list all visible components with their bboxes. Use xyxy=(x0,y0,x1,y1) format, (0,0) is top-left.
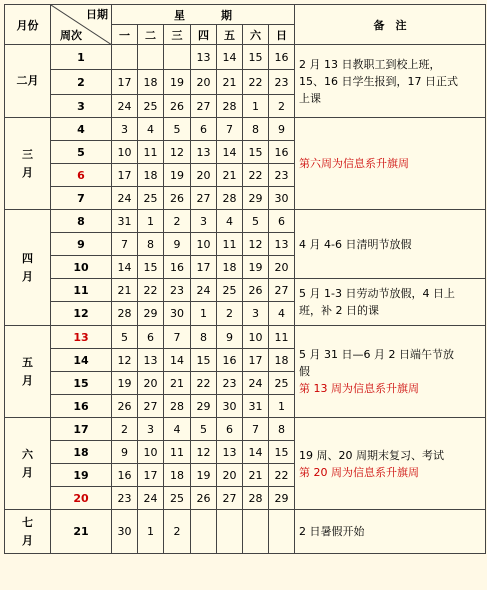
day-cell: 22 xyxy=(243,164,269,187)
day-cell: 17 xyxy=(112,70,138,95)
day-cell: 23 xyxy=(269,164,295,187)
week-number: 1 xyxy=(51,45,112,70)
day-cell: 15 xyxy=(243,45,269,70)
day-cell: 27 xyxy=(217,487,243,510)
day-cell: 23 xyxy=(112,487,138,510)
day-cell: 19 xyxy=(112,372,138,395)
day-cell: 7 xyxy=(243,418,269,441)
month-label: 月 xyxy=(22,269,33,283)
week-number: 4 xyxy=(51,118,112,141)
day-cell xyxy=(112,45,138,70)
day-cell: 8 xyxy=(138,233,164,256)
day-cell: 19 xyxy=(243,256,269,279)
month-label: 五 xyxy=(22,355,33,369)
week-number: 11 xyxy=(51,279,112,302)
day-cell: 1 xyxy=(138,210,164,233)
month-cell-jun xyxy=(5,418,51,510)
week-number: 19 xyxy=(51,464,112,487)
day-cell: 14 xyxy=(243,441,269,464)
day-cell: 17 xyxy=(112,164,138,187)
day-cell: 11 xyxy=(217,233,243,256)
day-cell: 21 xyxy=(112,279,138,302)
month-label: 月 xyxy=(22,533,33,547)
day-cell: 24 xyxy=(112,187,138,210)
school-calendar-table xyxy=(4,4,486,554)
day-cell: 23 xyxy=(269,70,295,95)
day-cell: 4 xyxy=(164,418,191,441)
note-cell xyxy=(295,210,486,279)
note-cell xyxy=(295,279,486,326)
day-cell: 25 xyxy=(164,487,191,510)
week-row xyxy=(5,279,486,302)
day-cell: 21 xyxy=(243,464,269,487)
day-cell: 20 xyxy=(191,70,217,95)
week-row xyxy=(5,418,486,441)
day-cell: 25 xyxy=(269,372,295,395)
note-text: 4 月 4-6 日清明节放假 xyxy=(299,237,412,251)
day-cell: 24 xyxy=(191,279,217,302)
week-row xyxy=(5,510,486,554)
day-cell: 4 xyxy=(217,210,243,233)
month-cell-apr xyxy=(5,210,51,326)
day-cell: 22 xyxy=(243,70,269,95)
day-cell: 26 xyxy=(164,187,191,210)
day-cell: 9 xyxy=(112,441,138,464)
day-cell xyxy=(269,510,295,554)
day-cell: 30 xyxy=(112,510,138,554)
day-cell xyxy=(217,510,243,554)
day-cell: 23 xyxy=(164,279,191,302)
day-cell: 21 xyxy=(217,164,243,187)
day-cell: 3 xyxy=(191,210,217,233)
day-cell: 24 xyxy=(112,95,138,118)
date-label: 日期 xyxy=(86,8,108,21)
day-cell: 30 xyxy=(217,395,243,418)
day-cell: 1 xyxy=(191,302,217,326)
weekday-header-1: 一 xyxy=(112,25,138,45)
week-number: 14 xyxy=(51,349,112,372)
day-cell xyxy=(138,45,164,70)
day-cell: 9 xyxy=(164,233,191,256)
month-label: 月 xyxy=(22,165,33,179)
day-cell: 2 xyxy=(164,210,191,233)
day-cell: 14 xyxy=(217,141,243,164)
day-cell: 29 xyxy=(191,395,217,418)
day-cell: 7 xyxy=(164,326,191,349)
day-cell: 18 xyxy=(138,70,164,95)
day-cell: 18 xyxy=(138,164,164,187)
day-cell: 16 xyxy=(164,256,191,279)
weekday-header-3: 三 xyxy=(164,25,191,45)
day-cell: 11 xyxy=(269,326,295,349)
day-cell: 3 xyxy=(112,118,138,141)
day-cell: 30 xyxy=(164,302,191,326)
week-number: 18 xyxy=(51,441,112,464)
day-cell: 29 xyxy=(138,302,164,326)
day-cell: 18 xyxy=(269,349,295,372)
day-cell: 6 xyxy=(191,118,217,141)
day-cell: 20 xyxy=(138,372,164,395)
day-cell: 26 xyxy=(243,279,269,302)
day-cell xyxy=(164,45,191,70)
day-cell: 14 xyxy=(164,349,191,372)
day-cell: 28 xyxy=(243,487,269,510)
day-cell: 18 xyxy=(217,256,243,279)
day-cell: 8 xyxy=(191,326,217,349)
day-cell: 14 xyxy=(217,45,243,70)
day-cell: 28 xyxy=(164,395,191,418)
weekday-header-4: 四 xyxy=(191,25,217,45)
day-cell: 7 xyxy=(112,233,138,256)
note-text: 第 13 周为信息系升旗周 xyxy=(299,382,420,395)
month-label: 四 xyxy=(22,251,33,265)
week-number: 2 xyxy=(51,70,112,95)
day-cell: 27 xyxy=(191,187,217,210)
day-cell: 2 xyxy=(217,302,243,326)
note-cell xyxy=(295,510,486,554)
day-cell: 26 xyxy=(164,95,191,118)
month-label: 月 xyxy=(22,465,33,479)
date-week-diagonal-header xyxy=(51,5,112,45)
day-cell: 13 xyxy=(217,441,243,464)
week-number-label: 周次 xyxy=(60,29,82,42)
note-cell xyxy=(295,118,486,210)
month-label: 七 xyxy=(22,515,33,529)
day-cell: 19 xyxy=(164,70,191,95)
day-cell: 10 xyxy=(243,326,269,349)
day-cell: 27 xyxy=(138,395,164,418)
day-cell: 8 xyxy=(269,418,295,441)
day-cell: 8 xyxy=(243,118,269,141)
week-number: 5 xyxy=(51,141,112,164)
day-cell: 27 xyxy=(269,279,295,302)
week-number: 7 xyxy=(51,187,112,210)
day-cell: 22 xyxy=(138,279,164,302)
day-cell: 30 xyxy=(269,187,295,210)
note-text: 2 月 13 日教职工到校上班， xyxy=(299,57,441,71)
day-cell: 18 xyxy=(164,464,191,487)
day-cell: 1 xyxy=(243,95,269,118)
weekday-header-6: 六 xyxy=(243,25,269,45)
week-row xyxy=(5,118,486,141)
note-text: 15、16 日学生报到，17 日正式 xyxy=(299,74,459,88)
note-text: 第六周为信息系升旗周 xyxy=(299,157,410,170)
day-cell: 22 xyxy=(269,464,295,487)
day-cell: 16 xyxy=(269,141,295,164)
note-text: 上课 xyxy=(299,91,322,105)
week-number: 21 xyxy=(51,510,112,554)
weekday-header-2: 二 xyxy=(138,25,164,45)
day-cell: 28 xyxy=(217,187,243,210)
day-cell: 16 xyxy=(112,464,138,487)
week-row xyxy=(5,210,486,233)
note-text: 班，补 2 日的课 xyxy=(299,304,380,317)
day-cell: 6 xyxy=(269,210,295,233)
day-cell: 29 xyxy=(243,187,269,210)
day-cell xyxy=(191,510,217,554)
day-cell: 24 xyxy=(243,372,269,395)
day-cell: 4 xyxy=(138,118,164,141)
day-cell: 2 xyxy=(164,510,191,554)
day-cell: 16 xyxy=(269,45,295,70)
day-cell: 12 xyxy=(243,233,269,256)
day-cell: 12 xyxy=(191,441,217,464)
day-cell: 12 xyxy=(164,141,191,164)
note-text: 5 月 1-3 日劳动节放假，4 日上 xyxy=(299,287,455,300)
week-number: 13 xyxy=(51,326,112,349)
day-cell: 3 xyxy=(243,302,269,326)
month-column-header: 月份 xyxy=(5,5,51,45)
month-cell-may xyxy=(5,326,51,418)
day-cell: 14 xyxy=(112,256,138,279)
day-cell: 5 xyxy=(243,210,269,233)
day-cell: 19 xyxy=(164,164,191,187)
note-text: 19 周、20 周期末复习、考试 xyxy=(299,448,445,462)
month-cell-jul xyxy=(5,510,51,554)
day-cell: 13 xyxy=(269,233,295,256)
day-cell: 2 xyxy=(112,418,138,441)
day-cell: 2 xyxy=(269,95,295,118)
day-cell: 6 xyxy=(217,418,243,441)
month-label: 二月 xyxy=(16,74,39,87)
day-cell: 25 xyxy=(217,279,243,302)
day-cell: 11 xyxy=(164,441,191,464)
week-number: 10 xyxy=(51,256,112,279)
day-cell: 9 xyxy=(269,118,295,141)
week-number: 17 xyxy=(51,418,112,441)
day-cell: 5 xyxy=(191,418,217,441)
week-number: 6 xyxy=(51,164,112,187)
day-cell: 10 xyxy=(191,233,217,256)
day-cell: 25 xyxy=(138,187,164,210)
day-cell: 28 xyxy=(112,302,138,326)
day-cell: 25 xyxy=(138,95,164,118)
day-cell: 20 xyxy=(269,256,295,279)
day-cell: 28 xyxy=(217,95,243,118)
day-cell: 13 xyxy=(191,45,217,70)
day-cell: 9 xyxy=(217,326,243,349)
week-number: 9 xyxy=(51,233,112,256)
month-cell-mar xyxy=(5,118,51,210)
month-cell-feb xyxy=(5,45,51,118)
note-cell xyxy=(295,418,486,510)
day-cell: 26 xyxy=(191,487,217,510)
notes-column-header: 备 注 xyxy=(295,5,486,45)
day-cell: 15 xyxy=(243,141,269,164)
day-cell: 21 xyxy=(164,372,191,395)
day-cell: 1 xyxy=(138,510,164,554)
day-cell: 26 xyxy=(112,395,138,418)
day-cell: 17 xyxy=(191,256,217,279)
week-row xyxy=(5,326,486,349)
day-cell: 17 xyxy=(138,464,164,487)
month-label: 三 xyxy=(22,147,33,161)
day-cell: 15 xyxy=(269,441,295,464)
day-cell: 5 xyxy=(164,118,191,141)
note-text: 2 日暑假开始 xyxy=(299,525,365,538)
month-label: 六 xyxy=(22,447,33,461)
week-number: 12 xyxy=(51,302,112,326)
week-number: 8 xyxy=(51,210,112,233)
day-cell: 29 xyxy=(269,487,295,510)
day-cell: 21 xyxy=(217,70,243,95)
day-cell: 20 xyxy=(191,164,217,187)
day-cell: 15 xyxy=(138,256,164,279)
day-cell: 1 xyxy=(269,395,295,418)
note-cell xyxy=(295,326,486,418)
weekday-header-7: 日 xyxy=(269,25,295,45)
note-cell xyxy=(295,45,486,118)
day-cell: 10 xyxy=(138,441,164,464)
day-cell: 12 xyxy=(112,349,138,372)
day-cell: 4 xyxy=(269,302,295,326)
day-cell: 3 xyxy=(138,418,164,441)
week-number: 15 xyxy=(51,372,112,395)
note-text: 5 月 31 日—6 月 2 日端午节放 xyxy=(299,348,455,361)
day-cell: 10 xyxy=(112,141,138,164)
week-number: 20 xyxy=(51,487,112,510)
day-cell: 13 xyxy=(191,141,217,164)
weekday-header-5: 五 xyxy=(217,25,243,45)
day-cell: 6 xyxy=(138,326,164,349)
week-row xyxy=(5,45,486,70)
day-cell: 17 xyxy=(243,349,269,372)
day-cell: 22 xyxy=(191,372,217,395)
day-cell xyxy=(243,510,269,554)
day-cell: 11 xyxy=(138,141,164,164)
day-cell: 7 xyxy=(217,118,243,141)
day-cell: 23 xyxy=(217,372,243,395)
day-cell: 24 xyxy=(138,487,164,510)
day-cell: 5 xyxy=(112,326,138,349)
day-cell: 20 xyxy=(217,464,243,487)
day-cell: 15 xyxy=(191,349,217,372)
day-cell: 27 xyxy=(191,95,217,118)
note-text: 假 xyxy=(299,365,311,378)
note-text: 第 20 周为信息系升旗周 xyxy=(299,465,420,479)
week-number: 3 xyxy=(51,95,112,118)
day-cell: 19 xyxy=(191,464,217,487)
day-cell: 13 xyxy=(138,349,164,372)
day-cell: 31 xyxy=(243,395,269,418)
week-number: 16 xyxy=(51,395,112,418)
day-cell: 16 xyxy=(217,349,243,372)
day-cell: 31 xyxy=(112,210,138,233)
weekday-group-header: 星 期 xyxy=(112,5,295,25)
month-label: 月 xyxy=(22,373,33,387)
